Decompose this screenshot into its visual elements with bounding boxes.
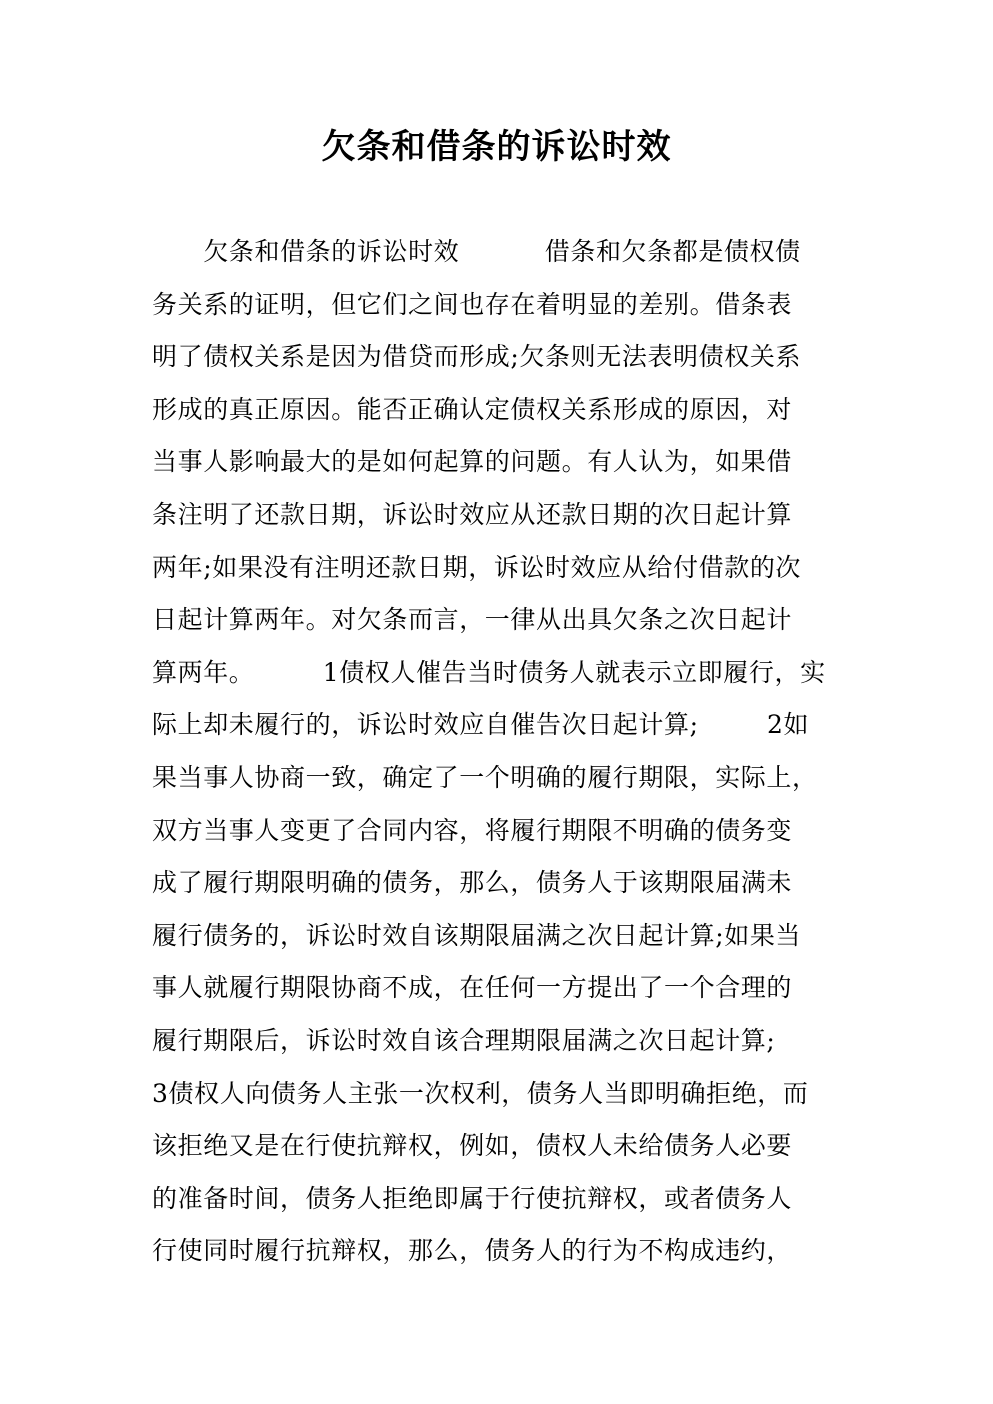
body-line: 当事人影响最大的是如何起算的问题。有人认为，如果借 bbox=[152, 447, 793, 477]
body-line: 行使同时履行抗辩权，那么，债务人的行为不构成违约， bbox=[152, 1236, 793, 1266]
body-line: 条注明了还款日期，诉讼时效应从还款日期的次日起计算 bbox=[152, 499, 793, 529]
body-line: 履行债务的，诉讼时效自该期限届满之次日起计算;如果当 bbox=[152, 920, 802, 950]
body-line: 3债权人向债务人主张一次权利，债务人当即明确拒绝，而 bbox=[152, 1078, 809, 1108]
body-line: 双方当事人变更了合同内容，将履行期限不明确的债务变 bbox=[152, 815, 793, 845]
body-line: 成了履行期限明确的债务，那么，债务人于该期限届满未 bbox=[152, 868, 793, 898]
body-line: 两年;如果没有注明还款日期，诉讼时效应从给付借款的次 bbox=[152, 552, 802, 582]
body-line: 事人就履行期限协商不成，在任何一方提出了一个合理的 bbox=[152, 973, 793, 1003]
body-line: 履行期限后，诉讼时效自该合理期限届满之次日起计算; bbox=[152, 1025, 776, 1055]
body-line: 务关系的证明，但它们之间也存在着明显的差别。借条表 bbox=[152, 289, 793, 319]
document-body bbox=[152, 226, 852, 1278]
body-line: 果当事人协商一致，确定了一个明确的履行期限，实际上， bbox=[152, 762, 818, 792]
body-line: 的准备时间，债务人拒绝即属于行使抗辩权，或者债务人 bbox=[152, 1183, 793, 1213]
body-line: 日起计算两年。对欠条而言，一律从出具欠条之次日起计 bbox=[152, 605, 793, 635]
body-line: 算两年。 1债权人催告当时债务人就表示立即履行，实 bbox=[152, 657, 826, 687]
body-line: 明了债权关系是因为借贷而形成;欠条则无法表明债权关系 bbox=[152, 342, 802, 372]
document-title: 欠条和借条的诉讼时效 bbox=[321, 127, 672, 167]
body-line: 欠条和借条的诉讼时效 借条和欠条都是债权债 bbox=[152, 237, 801, 266]
body-line: 际上却未履行的，诉讼时效应自催告次日起计算; 2如 bbox=[152, 710, 810, 740]
body-line: 该拒绝又是在行使抗辩权，例如，债权人未给债务人必要 bbox=[152, 1131, 793, 1161]
body-line: 形成的真正原因。能否正确认定债权关系形成的原因，对 bbox=[152, 394, 793, 424]
